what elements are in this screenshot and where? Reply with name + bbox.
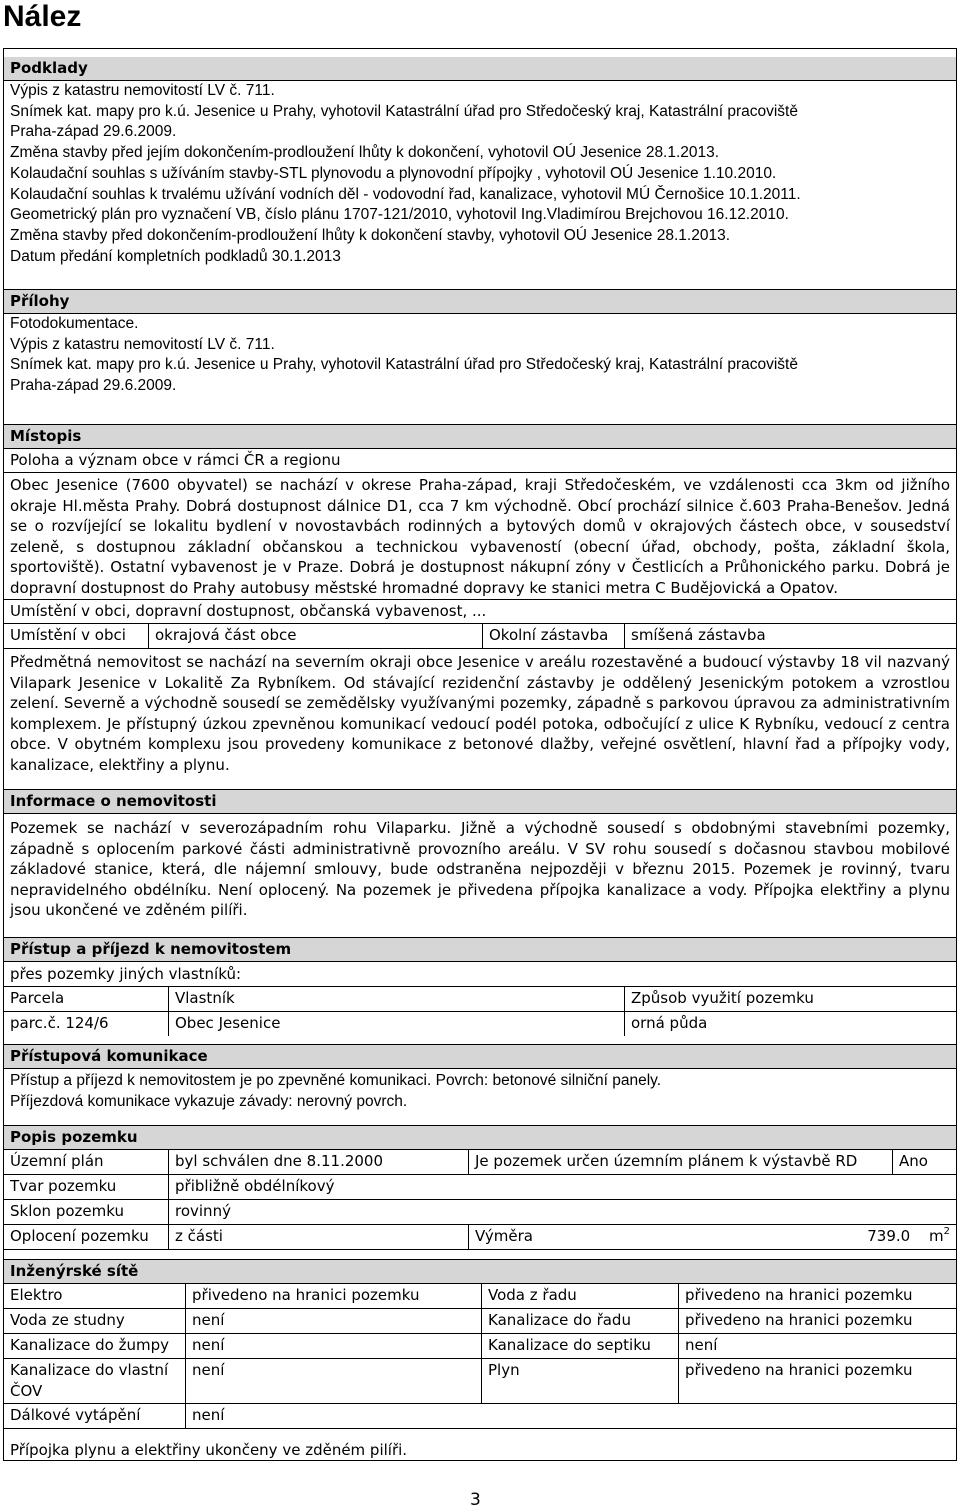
column-header: Vlastník xyxy=(168,987,624,1011)
zastavba-label: Okolní zástavba xyxy=(482,624,624,648)
popis-row xyxy=(4,1150,956,1174)
mistopis-subheading-2: Umístění v obci, dopravní dostupnost, občanská vybavenost, ... xyxy=(10,602,487,620)
table-row xyxy=(4,1403,956,1429)
popis-section xyxy=(4,1125,956,1250)
zastavba-value: smíšená zástavba xyxy=(624,624,956,648)
table-row xyxy=(4,1358,956,1403)
column-header: Způsob využití pozemku xyxy=(624,987,956,1011)
prilohy-section xyxy=(4,289,956,397)
sklon-value: rovinný xyxy=(168,1200,468,1224)
pristup-subheading: přes pozemky jiných vlastníků: xyxy=(10,965,242,983)
table-cell: parc.č. 124/6 xyxy=(10,1014,109,1032)
popis-row xyxy=(4,1199,956,1224)
podklady-item: Změna stavby před jejím dokončením-prodloužení lhůty k dokončení, vyhotovil OÚ Jesenice 28.1.2013. xyxy=(10,144,720,162)
mistopis-section xyxy=(4,424,956,776)
komunikace-lines xyxy=(4,1069,956,1112)
table-cell: Obec Jesenice xyxy=(168,1012,624,1036)
table-cell: není xyxy=(185,1334,481,1358)
komunikace-heading: Přístupová komunikace xyxy=(4,1045,956,1069)
tvar-label: Tvar pozemku xyxy=(10,1177,117,1195)
mistopis-heading: Místopis xyxy=(4,425,956,449)
oploceni-value: z části xyxy=(168,1225,468,1249)
informace-section xyxy=(4,789,956,921)
table-cell: orná půda xyxy=(624,1012,956,1036)
column-header: Parcela xyxy=(10,989,65,1007)
prilohy-item: Výpis z katastru nemovitostí LV č. 711. xyxy=(10,335,275,353)
table-cell: Dálkové vytápění xyxy=(10,1406,141,1424)
mistopis-paragraph: Obec Jesenice (7600 obyvatel) se nachází v okrese Praha-západ, kraji Středočeském, ve vzdálenosti cca 3km od jižního okraje Hl.města Prahy. Dobrá dostupnost dálnice D1, cca 7 km východně. Obcí prochází silnice č.603 Praha-Benešov. Jedná se o rozvíjející se lokalitu bydlení v novostavbách rodinných a bytových domů v okrajových částech obce, v sousedství zeleně, s dostupnou základní občanskou a technickou vybaveností (obecní úřad, obchody, pošta, základní škola, sportoviště). Ostatní vybavenost je v Praze. Dobrá je dostupnost nákupní zóny v Čestlicích a Průhonického parku. Dobrá je dopravní dostupnost do Prahy autobusy městské hromadné dopravy ke stanici metra C Budějovická a Opatov. xyxy=(4,473,956,600)
prilohy-item: Fotodokumentace. xyxy=(10,315,139,332)
table-cell: Voda ze studny xyxy=(10,1311,125,1329)
page-number: 3 xyxy=(470,1490,481,1510)
informace-heading: Informace o nemovitosti xyxy=(4,790,956,814)
podklady-list xyxy=(4,81,956,267)
table-cell: Voda z řadu xyxy=(481,1284,678,1308)
table-row xyxy=(4,1284,956,1308)
popis-row xyxy=(4,1224,956,1250)
table-row xyxy=(4,1333,956,1358)
vymera-exponent: 2 xyxy=(943,1226,950,1237)
table-cell: přivedeno na hranici pozemku xyxy=(678,1284,956,1308)
urcen-value: Ano xyxy=(892,1150,956,1174)
podklady-item: Výpis z katastru nemovitostí LV č. 711. xyxy=(10,82,275,99)
prilohy-item: Praha-západ 29.6.2009. xyxy=(10,377,177,395)
podklady-item: Kolaudační souhlas s užíváním stavby-STL plynovodu a plynovodní přípojky , vyhotovil OÚ Jesenice 1.10.2010. xyxy=(10,164,777,182)
document-box xyxy=(3,48,957,1461)
pristup-heading: Přístup a příjezd k nemovitostem xyxy=(4,938,956,962)
podklady-heading: Podklady xyxy=(4,57,956,81)
table-cell: Kanalizace do septiku xyxy=(481,1334,678,1358)
table-cell: Kanalizace do žumpy xyxy=(10,1336,169,1354)
site-heading: Inženýrské sítě xyxy=(4,1260,956,1284)
uzemni-value: byl schválen dne 8.11.2000 xyxy=(168,1150,468,1174)
mistopis-subheading: Poloha a význam obce v rámci ČR a regionu xyxy=(4,449,956,473)
table-cell: není xyxy=(185,1309,481,1333)
table-cell: není xyxy=(678,1334,956,1358)
table-cell: není xyxy=(185,1359,481,1403)
podklady-item: Geometrický plán pro vyznačení VB, číslo plánu 1707-121/2010, vyhotovil Ing.Vladimírou Brejchovou 16.12.2010. xyxy=(10,206,789,224)
table-cell: Plyn xyxy=(481,1359,678,1403)
komunikace-section xyxy=(4,1044,956,1112)
podklady-item: Změna stavby před dokončením-prodloužení lhůty k dokončení stavby, vyhotovil OÚ Jesenice 28.1.2013. xyxy=(10,226,731,244)
uzemni-label: Územní plán xyxy=(10,1152,104,1170)
komunikace-line: Přístup a příjezd k nemovitostem je po zpevněné komunikaci. Povrch: betonové silniční panely. xyxy=(10,1072,662,1089)
komunikace-line: Příjezdová komunikace vykazuje závady: nerovný povrch. xyxy=(10,1092,408,1110)
podklady-item: Datum předání kompletních podkladů 30.1.2013 xyxy=(10,247,341,265)
site-section xyxy=(4,1259,956,1461)
table-cell: není xyxy=(185,1404,481,1428)
informace-paragraph: Pozemek se nachází v severozápadním rohu Vilaparku. Jižně a východně sousedí s obdobnými stavebními pozemky, západně s oplocením parkové části administrativně provozního areálu. V SV rohu sousedí s dočasnou stavbou mobilové základové stanice, která, dle nájemní smlouvy, bude odstraněna nejpozději v březnu 2015. Pozemek je rovinný, tvaru nepravidelného obdélníku. Není oplocený. Na pozemek je přivedena přípojka kanalizace a vody. Přípojka elektřiny a plynu jsou ukončené ve zděném pilíři. xyxy=(10,819,950,920)
vymera-label: Výměra xyxy=(468,1225,724,1249)
table-row xyxy=(4,1011,956,1036)
sklon-label: Sklon pozemku xyxy=(10,1202,124,1220)
vymera-value: 739.0 xyxy=(867,1227,911,1245)
table-cell: přivedeno na hranici pozemku xyxy=(185,1284,481,1308)
vymera-value-cell xyxy=(724,1225,956,1249)
umisteni-label: Umístění v obci xyxy=(10,626,126,644)
page-title: Nález xyxy=(3,0,82,33)
umisteni-value: okrajová část obce xyxy=(148,624,482,648)
table-cell: přivedeno na hranici pozemku xyxy=(678,1359,956,1403)
podklady-item: Kolaudační souhlas k trvalému užívání vodních děl - vodovodní řad, kanalizace, vyhotovil MÚ Černošice 10.1.2011. xyxy=(10,185,801,203)
tvar-value: přibližně obdélníkový xyxy=(168,1175,468,1199)
table-row xyxy=(4,1308,956,1333)
prilohy-list xyxy=(4,314,956,397)
table-cell: přivedeno na hranici pozemku xyxy=(678,1309,956,1333)
table-cell: Elektro xyxy=(10,1286,63,1304)
table-cell: Kanalizace do řadu xyxy=(481,1309,678,1333)
oploceni-label: Oplocení pozemku xyxy=(10,1227,149,1245)
umisteni-row xyxy=(4,623,956,649)
vymera-unit: m xyxy=(929,1227,944,1245)
prilohy-item: Snímek kat. mapy pro k.ú. Jesenice u Prahy, vyhotovil Katastrální úřad pro Středočeský kraj, Katastrální pracoviště xyxy=(10,356,798,374)
pristup-table-header xyxy=(4,986,956,1011)
podklady-section xyxy=(4,57,956,267)
prilohy-heading: Přílohy xyxy=(4,290,956,314)
site-note: Přípojka plynu a elektřiny ukončeny ve zděném pilíři. xyxy=(10,1441,408,1459)
table-cell: Kanalizace do vlastní ČOV xyxy=(10,1361,169,1400)
mistopis-paragraph-2: Předmětná nemovitost se nachází na severním okraji obce Jesenice v areálu rozestavěné a budoucí výstavby 18 vil nazvaný Vilapark Jesenice v Lokalitě Za Rybníkem. Od stávající rezidenční zástavby je oddělený Jesenickým potokem a vzrostlou zelení. Severně a východně sousedí se zemědělsky využívanými pozemky, západně s parkovou úpravou za administrativním komplexem. Je přístupný úzkou zpevněnou komunikací vedoucí podél potoka, odbočující z ulice K Rybníku, vedoucí z centra obce. V obytném komplexu jsou provedeny komunikace z betonové dlažby, veřejné osvětlení, hlavní řad a přípojky vody, kanalizace, elektřiny a plynu. xyxy=(10,653,950,774)
popis-heading: Popis pozemku xyxy=(4,1126,956,1150)
pristup-section xyxy=(4,937,956,1036)
urcen-label: Je pozemek určen územním plánem k výstavbě RD xyxy=(468,1150,892,1174)
popis-row xyxy=(4,1174,956,1199)
podklady-item: Praha-západ 29.6.2009. xyxy=(10,123,177,141)
podklady-item: Snímek kat. mapy pro k.ú. Jesenice u Prahy, vyhotovil Katastrální úřad pro Středočeský kraj, Katastrální pracoviště xyxy=(10,102,798,120)
